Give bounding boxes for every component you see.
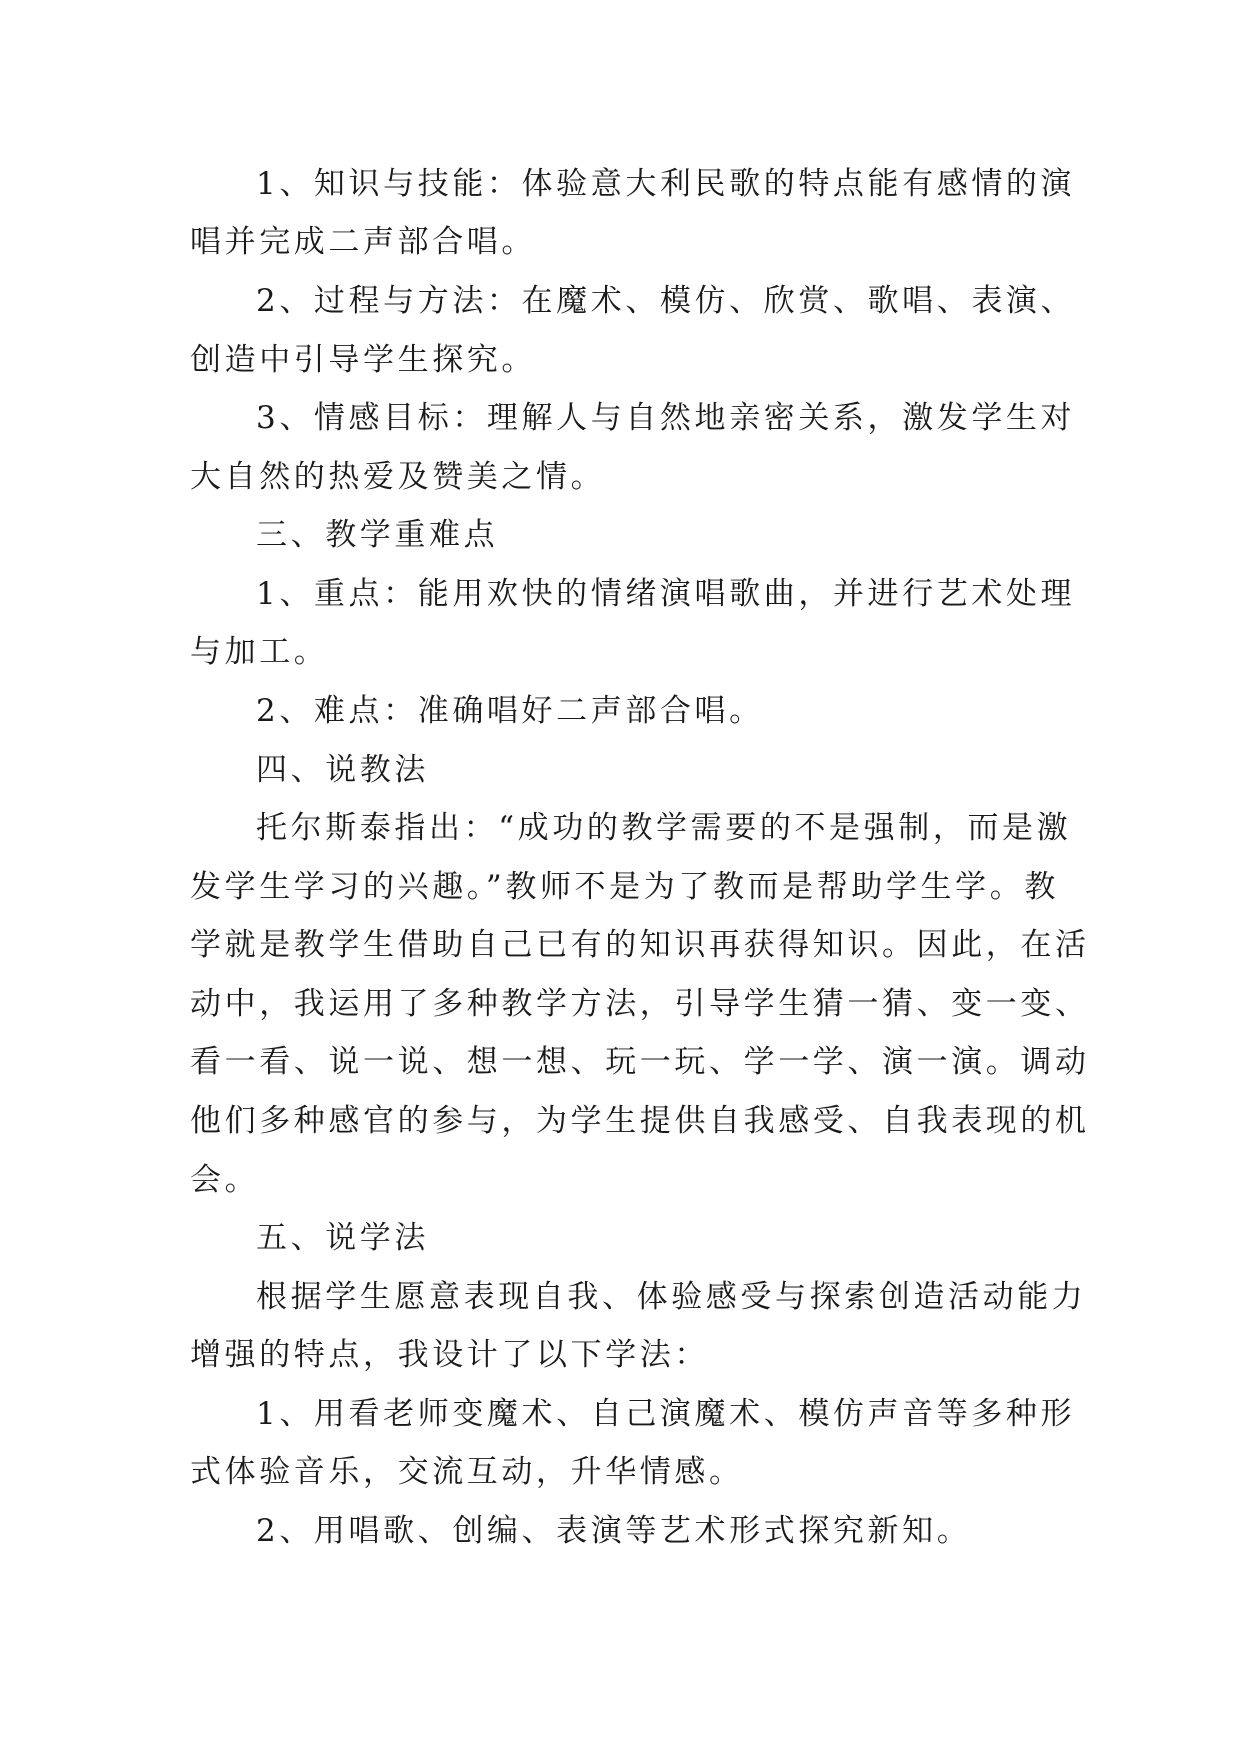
text-line: 1、知识与技能：体验意大利民歌的特点能有感情的演 [256,166,1076,202]
text-line: 看一看、说一说、想一想、玩一玩、学一学、演一演。调动 [190,1044,1090,1080]
section-heading: 三、教学重难点 [256,517,499,553]
text-line: 3、情感目标：理解人与自然地亲密关系，激发学生对 [256,400,1076,436]
text-line: 1、重点：能用欢快的情绪演唱歌曲，并进行艺术处理 [256,576,1076,612]
text-line: 创造中引导学生探究。 [190,342,536,378]
text-line: 学就是教学生借助自己已有的知识再获得知识。因此，在活 [190,927,1090,963]
section-heading: 五、说学法 [256,1220,429,1256]
section-heading: 四、说教法 [256,752,429,788]
text-line: 发学生学习的兴趣。”教师不是为了教而是帮助学生学。教 [190,869,1059,905]
text-line: 根据学生愿意表现自我、体验感受与探索创造活动能力 [256,1279,1087,1315]
text-line: 托尔斯泰指出：“成功的教学需要的不是强制，而是激 [256,810,1072,846]
text-line: 会。 [190,1162,260,1198]
text-line: 大自然的热爱及赞美之情。 [190,459,606,495]
text-line: 式体验音乐，交流互动，升华情感。 [190,1454,744,1490]
text-line: 2、用唱歌、创编、表演等艺术形式探究新知。 [256,1513,972,1549]
text-line: 与加工。 [190,634,329,670]
text-line: 增强的特点，我设计了以下学法： [190,1337,709,1373]
text-line: 2、难点：准确唱好二声部合唱。 [256,693,764,729]
text-line: 1、用看老师变魔术、自己演魔术、模仿声音等多种形 [256,1396,1076,1432]
text-line: 动中，我运用了多种教学方法，引导学生猜一猜、变一变、 [190,986,1090,1022]
text-line: 唱并完成二声部合唱。 [190,224,536,260]
text-line: 2、过程与方法：在魔术、模仿、欣赏、歌唱、表演、 [256,283,1076,319]
text-line: 他们多种感官的参与，为学生提供自我感受、自我表现的机 [190,1103,1090,1139]
